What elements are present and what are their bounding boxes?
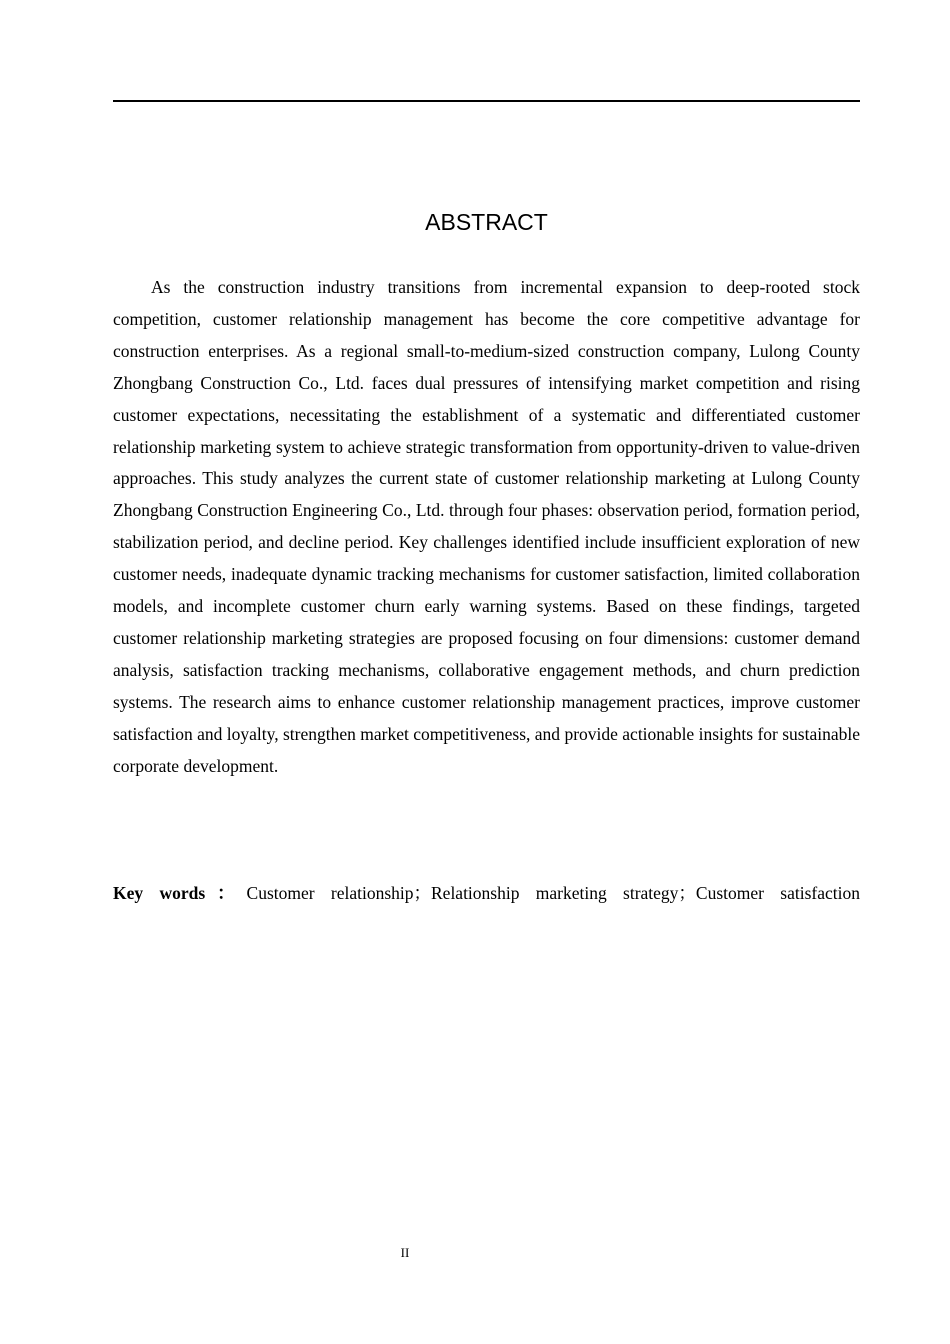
keywords-line [113,878,860,910]
keywords-label: Key words： [113,883,247,903]
page-number: II [400,1245,410,1260]
abstract-title: ABSTRACT [425,209,548,235]
header-rule [113,100,860,102]
abstract-body: As the construction industry transitions from incremental expansion to deep-rooted stock competition, customer relationship management has become the core competitive advantage for construction enterprises. As a regional small-to-medium-sized construction company, Lulong County Zhongbang Construction Co., Ltd. faces dual pressures of intensifying market competition and rising customer expectations, necessitating the establishment of a systematic and differentiated customer relationship marketing system to achieve strategic transformation from opportunity-driven to value-driven approaches. This study analyzes the current state of customer relationship marketing at Lulong County Zhongbang Construction Engineering Co., Ltd. through four phases: observation period, formation period, stabilization period, and decline period. Key challenges identified include insufficient exploration of new customer needs, inadequate dynamic tracking mechanisms for customer satisfaction, limited collaboration models, and incomplete customer churn early warning systems. Based on these findings, targeted customer relationship marketing strategies are proposed focusing on four dimensions: customer demand analysis, satisfaction tracking mechanisms, collaborative engagement methods, and churn prediction systems. The research aims to enhance customer relationship management practices, improve customer satisfaction and loyalty, strengthen market competitiveness, and provide actionable insights for sustainable corporate development. [113,277,860,776]
keywords-text: Customer relationship；Relationship marketing strategy；Customer satisfaction [246,883,860,903]
